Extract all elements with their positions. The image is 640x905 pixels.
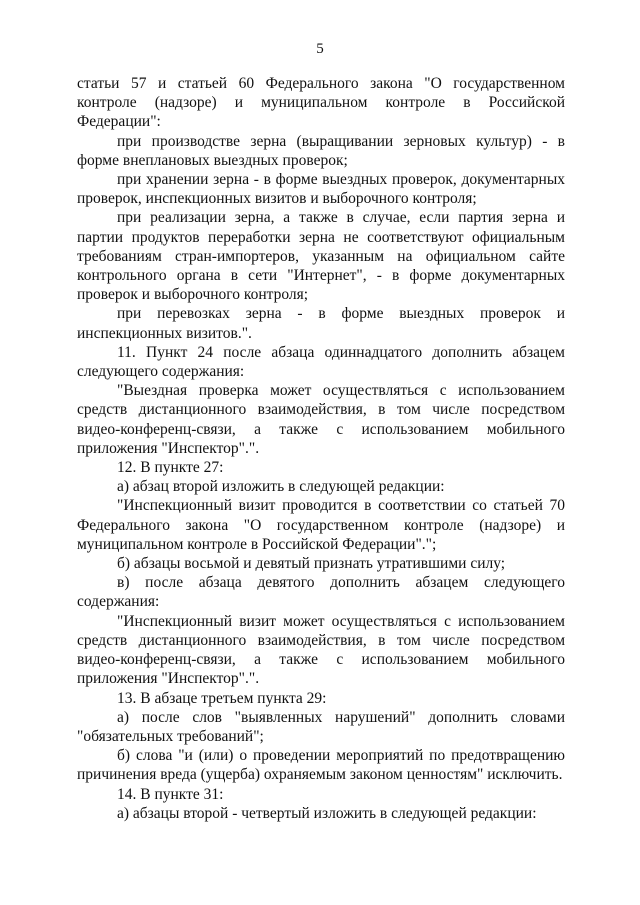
paragraph: б) абзацы восьмой и девятый признать утратившими силу;	[117, 555, 506, 573]
paragraph: 11. Пункт 24 после абзаца одиннадцатого дополнить абзацем следующего содержания:	[77, 343, 565, 381]
document-body	[77, 74, 565, 823]
paragraph: статьи 57 и статьей 60 Федерального закона "О государственном контроле (надзоре) и муниципальном контроле в Российской Федерации":	[77, 75, 565, 131]
paragraph: а) после слов "выявленных нарушений" дополнить словами "обязательных требований";	[77, 708, 565, 745]
paragraph: 13. В абзаце третьем пункта 29:	[117, 689, 327, 707]
paragraph: 14. В пункте 31:	[117, 785, 224, 803]
paragraph: б) слова "и (или) о проведении мероприятий по предотвращению причинения вреда (ущерба) охраняемым законом ценностям" исключить.	[77, 747, 565, 784]
paragraph: при перевозках зерна - в форме выездных проверок и инспекционных визитов.".	[77, 305, 565, 342]
paragraph: 12. В пункте 27:	[117, 459, 224, 477]
page-number: 5	[316, 41, 324, 57]
paragraph: при реализации зерна, а также в случае, если партия зерна и партии продуктов переработки зерна не соответствуют официальным требованиям стран-импортеров, указанным на официальном сайте контрольного органа в сети "Интернет", - в форме документарных проверок и выборочного контроля;	[77, 209, 565, 304]
paragraph: в) после абзаца девятого дополнить абзацем следующего содержания:	[77, 574, 565, 611]
paragraph: при производстве зерна (выращивании зерновых культур) - в форме внеплановых выездных проверок;	[77, 132, 565, 169]
paragraph: "Инспекционный визит может осуществляться с использованием средств дистанционного взаимодействия, в том числе посредством видео-конференц-связи, а также с использованием мобильного приложения "Инспектор".".	[77, 612, 565, 688]
paragraph: "Инспекционный визит проводится в соответствии со статьей 70 Федерального закона "О государственном контроле (надзоре) и муниципальном контроле в Российской Федерации".";	[77, 497, 565, 553]
paragraph: "Выездная проверка может осуществляться с использованием средств дистанционного взаимодействия, в том числе посредством видео-конференц-связи, а также с использованием мобильного приложения "Инспектор".".	[77, 382, 565, 457]
paragraph: а) абзацы второй - четвертый изложить в следующей редакции:	[117, 804, 537, 822]
paragraph: при хранении зерна - в форме выездных проверок, документарных проверок, инспекционных визитов и выборочного контроля;	[77, 171, 565, 208]
paragraph: а) абзац второй изложить в следующей редакции:	[117, 478, 445, 496]
